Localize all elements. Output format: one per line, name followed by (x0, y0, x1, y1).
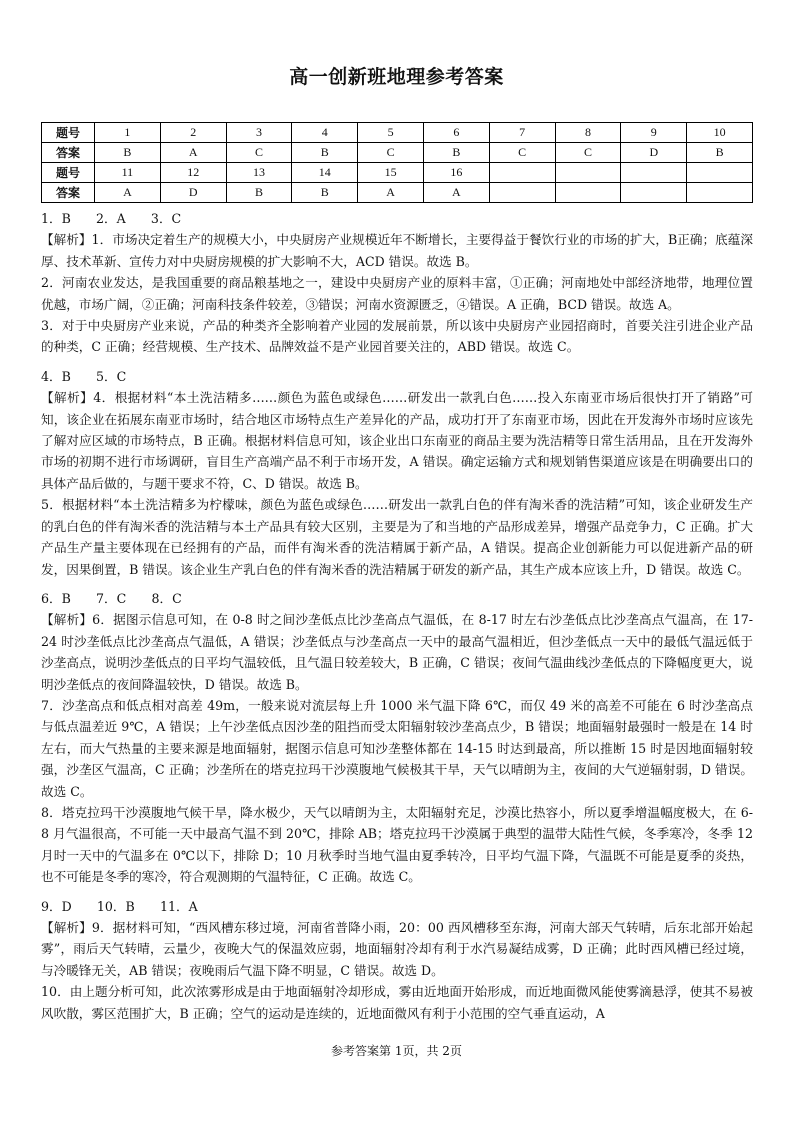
table-cell (621, 183, 687, 203)
table-cell: A (160, 143, 226, 163)
table-cell: C (489, 143, 555, 163)
table-cell: 12 (160, 163, 226, 183)
table-row (42, 183, 753, 203)
explanation-paragraph: 5．根据材料“本土洗洁精多为柠檬味，颜色为蓝色或绿色……研发出一款乳白色的伴有淘米香的洗洁精”可知，该企业研发生产的乳白色的伴有淘米香的洗洁精与本土产品具有较大区别，主要是为了和当地的产品形成差异，增强产品竞争力，C 正确。扩大产品生产量主要体现在已经拥有的产品，而伴有淘米香的洗洁精属于新产品，A 错误。提高企业创新能力可以促进新产品的研发，因果倒置，B 错误。该企业生产乳白色的伴有淘米香的洗洁精属于研发的新产品，其生产成本应该上升，D 错误。故选 C。 (41, 497, 753, 577)
row-label: 答案 (42, 183, 95, 203)
table-cell: 4 (292, 123, 358, 143)
table-cell: B (292, 143, 358, 163)
table-row (42, 143, 753, 163)
table-cell: 15 (358, 163, 424, 183)
table-cell: 3 (226, 123, 292, 143)
table-cell: C (555, 143, 621, 163)
answer-explanations (41, 208, 753, 1024)
table-cell: B (292, 183, 358, 203)
row-label: 题号 (42, 123, 95, 143)
table-cell: 8 (555, 123, 621, 143)
table-cell: C (226, 143, 292, 163)
table-cell (555, 183, 621, 203)
table-cell: B (226, 183, 292, 203)
explanation-paragraph: 【解析】1．市场决定着生产的规模大小，中央厨房产业规模近年不断增长，主要得益于餐饮行业的市场的扩大，B正确；底蕴深厚、技术革新、宣传力对中央厨房规模的扩大影响不大，ACD 错误。故选 B。 (41, 232, 753, 269)
row-label: 题号 (42, 163, 95, 183)
table-cell: 6 (423, 123, 489, 143)
table-cell: 9 (621, 123, 687, 143)
table-cell: A (358, 183, 424, 203)
page-footer: 参考答案第 1页，共 2页 (331, 1044, 462, 1058)
table-cell: 16 (423, 163, 489, 183)
table-cell: 14 (292, 163, 358, 183)
table-cell: 5 (358, 123, 424, 143)
table-cell (687, 163, 753, 183)
table-cell (621, 163, 687, 183)
table-row (42, 123, 753, 143)
table-cell: B (687, 143, 753, 163)
explanation-paragraph: 3．对于中央厨房产业来说，产品的种类齐全影响着产业园的发展前景，所以该中央厨房产业园招商时，首要关注引进企业产品的种类，C 正确；经营规模、生产技术、品牌效益不是产业园首要关注的，ABD 错误。故选 C。 (41, 318, 753, 355)
row-label: 答案 (42, 143, 95, 163)
table-cell: D (160, 183, 226, 203)
table-cell: A (423, 183, 489, 203)
table-cell: 2 (160, 123, 226, 143)
table-cell (555, 163, 621, 183)
table-cell (489, 183, 555, 203)
table-cell (489, 163, 555, 183)
table-cell: C (358, 143, 424, 163)
table-cell: B (95, 143, 161, 163)
answer-line: 1．B 2．A 3．C (41, 211, 182, 226)
table-cell: B (423, 143, 489, 163)
table-cell: 1 (95, 123, 161, 143)
explanation-paragraph: 2．河南农业发达，是我国重要的商品粮基地之一，建设中央厨房产业的原料丰富，①正确；河南地处中部经济地带，地理位置优越，市场广阔，②正确；河南科技条件较差，③错误；河南水资源匮乏，④错误。A 正确，BCD 错误。故选 A。 (41, 275, 753, 312)
table-cell: 10 (687, 123, 753, 143)
table-cell: 7 (489, 123, 555, 143)
explanation-paragraph: 10．由上题分析可知，此次浓雾形成是由于地面辐射冷却形成，雾由近地面开始形成，而近地面微风能使雾滴悬浮，使其不易被风吹散，雾区范围扩大，B 正确；空气的运动是连续的，近地面微风有利于小范围的空气垂直运动，A (41, 984, 753, 1021)
table-cell (687, 183, 753, 203)
table-row (42, 163, 753, 183)
explanation-paragraph: 【解析】9．据材料可知，“西风槽东移过境，河南省普降小雨，20：00 西风槽移至东海，河南大部天气转晴，后东北部开始起雾”，雨后天气转晴，云量少，夜晚大气的保温效应弱，地面辐射冷却有利于水汽易凝结成雾，D 正确；此时西风槽已经过境，与冷暖锋无关，AB 错误；夜晚雨后气温下降不明显，C 错误。故选 D。 (41, 920, 753, 978)
answer-table (41, 122, 753, 203)
page-title: 高一创新班地理参考答案 (289, 66, 504, 88)
table-cell: A (95, 183, 161, 203)
answer-line: 6．B 7．C 8．C (41, 590, 182, 606)
answer-line: 9．D 10．B 11．A (41, 898, 198, 914)
table-cell: 11 (95, 163, 161, 183)
explanation-paragraph: 8．塔克拉玛干沙漠腹地气候干旱，降水极少，天气以晴朗为主，太阳辐射充足，沙漠比热容小，所以夏季增温幅度极大，在 6-8 月气温很高，不可能一天中最高气温不到 20℃，排除 AB；塔克拉玛干沙漠属于典型的温带大陆性气候，冬季寒冷，冬季 12 月时一天中的气温多在 0℃以下，排除 D；10 月秋季时当地气温由夏季转冷，日平均气温下降，气温既不可能是夏季的炎热，也不可能是冬季的寒冷，符合观测期的气温特征，C 正确。故选 C。 (41, 804, 753, 885)
table-cell: D (621, 143, 687, 163)
explanation-paragraph: 【解析】4．根据材料“本土洗洁精多……颜色为蓝色或绿色……研发出一款乳白色……投入东南亚市场后很快打开了销路”可知，该企业在拓展东南亚市场时，结合地区市场特点生产差异化的产品，成功打开了东南亚市场，因此在开发海外市场时应该先了解对应区域的市场特点，B 正确。根据材料信息可知，该企业出口东南亚的商品主要为洗洁精等日常生活用品，且在开发海外市场的初期不进行市场调研，盲目生产高端产品不利于市场开发，A 错误。确定运输方式和规划销售渠道应该是在明确要出口的具体产品后做的，与题干要求不符，C、D 错误。故选 B。 (41, 390, 753, 491)
explanation-paragraph: 7．沙垄高点和低点相对高差 49m，一般来说对流层每上升 1000 米气温下降 6℃，而仅 49 米的高差不可能在 6 时沙垄高点与低点温差近 9℃，A 错误；上午沙垄低点因沙垄的阻挡而受太阳辐射较沙垄高点少，B 错误；地面辐射最强时一般是在 14 时左右，而大气热量的主要来源是地面辐射，据图示信息可知沙垄整体都在 14-15 时达到最高，所以推断 15 时是因地面辐射较强，沙垄区气温高，C 正确；沙垄所在的塔克拉玛干沙漠腹地气候极其干旱，天气以晴朗为主，夜间的大气逆辐射弱，D 错误。故选 C。 (41, 697, 753, 799)
table-cell: 13 (226, 163, 292, 183)
answer-line: 4．B 5．C (41, 368, 127, 384)
explanation-paragraph: 【解析】6．据图示信息可知，在 0-8 时之间沙垄低点比沙垄高点气温低，在 8-17 时左右沙垄低点比沙垄高点气温高，在 17-24 时沙垄低点比沙垄高点气温低，A 错误；沙垄低点与沙垄高点一天中的最高气温相近，但沙垄低点一天中的最低气温远低于沙垄高点，说明沙垄低点的日平均气温较低，且气温日较差较大，B 正确，C 错误；夜间气温曲线沙垄低点的下降幅度更大，说明沙垄低点的夜间降温较快，D 错误。故选 B。 (41, 612, 753, 692)
